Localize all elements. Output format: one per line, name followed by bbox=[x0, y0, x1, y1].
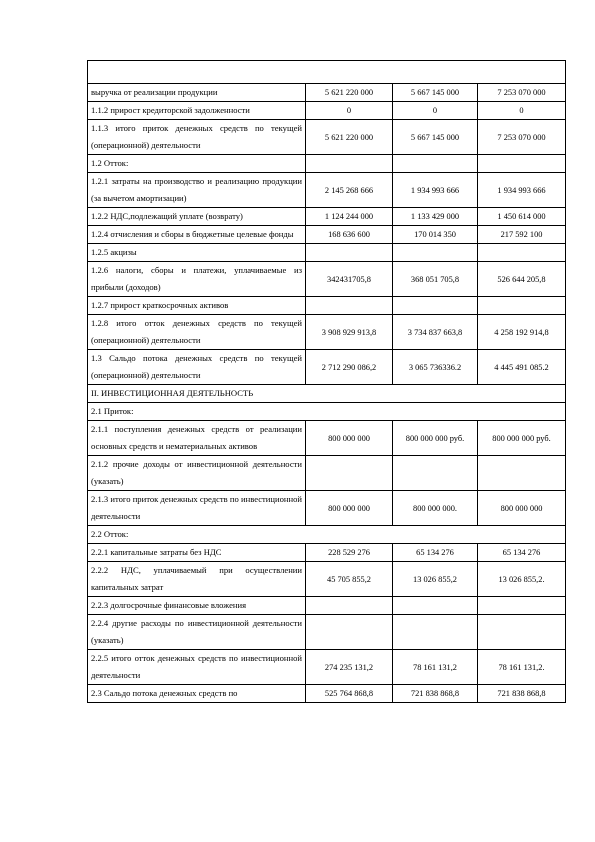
table-row bbox=[88, 562, 566, 597]
row-label: 2.2.3 долгосрочные финансовые вложения bbox=[88, 597, 306, 615]
value-year-1: 45 705 855,2 bbox=[306, 562, 393, 597]
row-label: 1.1.3 итого приток денежных средств по текущей (операционной) деятельности bbox=[88, 120, 306, 155]
cash-flow-table bbox=[87, 60, 566, 703]
section-row bbox=[88, 403, 566, 421]
value-year-2: 5 667 145 000 bbox=[393, 84, 478, 102]
value-year-3: 217 592 100 bbox=[478, 226, 566, 244]
value-year-2: 368 051 705,8 bbox=[393, 262, 478, 297]
value-year-3: 4 258 192 914,8 bbox=[478, 315, 566, 350]
value-year-3: 800 000 000 руб. bbox=[478, 421, 566, 456]
value-year-3: 800 000 000 bbox=[478, 491, 566, 526]
value-year-3 bbox=[478, 244, 566, 262]
table-row bbox=[88, 615, 566, 650]
value-year-1 bbox=[306, 456, 393, 491]
value-year-2: 1 934 993 666 bbox=[393, 173, 478, 208]
table-row bbox=[88, 315, 566, 350]
table-row bbox=[88, 350, 566, 385]
value-year-3: 7 253 070 000 bbox=[478, 84, 566, 102]
value-year-3: 1 450 614 000 bbox=[478, 208, 566, 226]
row-label: 1.2.2 НДС,подлежащий уплате (возврату) bbox=[88, 208, 306, 226]
table-row bbox=[88, 102, 566, 120]
table-row bbox=[88, 244, 566, 262]
table-row bbox=[88, 421, 566, 456]
value-year-1: 3 908 929 913,8 bbox=[306, 315, 393, 350]
table-header-blank-row bbox=[88, 61, 566, 84]
row-label: 1.2.8 итого отток денежных средств по текущей (операционной) деятельности bbox=[88, 315, 306, 350]
value-year-1: 800 000 000 bbox=[306, 491, 393, 526]
value-year-1: 2 145 268 666 bbox=[306, 173, 393, 208]
table-row bbox=[88, 155, 566, 173]
section-row bbox=[88, 385, 566, 403]
value-year-3 bbox=[478, 297, 566, 315]
table-row bbox=[88, 297, 566, 315]
row-label: 2.2.2 НДС, уплачиваемый при осуществлении капитальных затрат bbox=[88, 562, 306, 597]
row-label: 2.1.1 поступления денежных средств от реализации основных средств и нематериальных активов bbox=[88, 421, 306, 456]
table-row bbox=[88, 597, 566, 615]
value-year-2 bbox=[393, 297, 478, 315]
table-row bbox=[88, 226, 566, 244]
value-year-2: 721 838 868,8 bbox=[393, 685, 478, 703]
value-year-3 bbox=[478, 597, 566, 615]
row-label: 1.2.7 прирост краткосрочных активов bbox=[88, 297, 306, 315]
value-year-2 bbox=[393, 597, 478, 615]
value-year-2: 5 667 145 000 bbox=[393, 120, 478, 155]
row-label: 2.2.4 другие расходы по инвестиционной деятельности (указать) bbox=[88, 615, 306, 650]
value-year-3: 78 161 131,2. bbox=[478, 650, 566, 685]
table-row bbox=[88, 491, 566, 526]
row-label: 1.2.6 налоги, сборы и платежи, уплачиваемые из прибыли (доходов) bbox=[88, 262, 306, 297]
value-year-2: 170 014 350 bbox=[393, 226, 478, 244]
value-year-3: 1 934 993 666 bbox=[478, 173, 566, 208]
value-year-3 bbox=[478, 456, 566, 491]
value-year-1: 342431705,8 bbox=[306, 262, 393, 297]
value-year-1: 228 529 276 bbox=[306, 544, 393, 562]
value-year-3: 7 253 070 000 bbox=[478, 120, 566, 155]
value-year-3: 0 bbox=[478, 102, 566, 120]
table-row bbox=[88, 544, 566, 562]
value-year-3: 526 644 205,8 bbox=[478, 262, 566, 297]
table-row bbox=[88, 120, 566, 155]
value-year-1 bbox=[306, 615, 393, 650]
row-label: 1.2.5 акцизы bbox=[88, 244, 306, 262]
value-year-2: 0 bbox=[393, 102, 478, 120]
value-year-3 bbox=[478, 155, 566, 173]
value-year-3: 4 445 491 085.2 bbox=[478, 350, 566, 385]
table-row bbox=[88, 262, 566, 297]
value-year-2 bbox=[393, 155, 478, 173]
value-year-1: 274 235 131,2 bbox=[306, 650, 393, 685]
value-year-3: 721 838 868,8 bbox=[478, 685, 566, 703]
row-label: 2.2.1 капитальные затраты без НДС bbox=[88, 544, 306, 562]
value-year-2: 65 134 276 bbox=[393, 544, 478, 562]
value-year-3: 13 026 855,2. bbox=[478, 562, 566, 597]
row-label: 2.3 Сальдо потока денежных средств по bbox=[88, 685, 306, 703]
value-year-1: 525 764 868,8 bbox=[306, 685, 393, 703]
value-year-1: 800 000 000 bbox=[306, 421, 393, 456]
table-row bbox=[88, 208, 566, 226]
value-year-1: 168 636 600 bbox=[306, 226, 393, 244]
value-year-2 bbox=[393, 456, 478, 491]
value-year-1: 1 124 244 000 bbox=[306, 208, 393, 226]
section-row bbox=[88, 526, 566, 544]
row-label: 2.2.5 итого отток денежных средств по инвестиционной деятельности bbox=[88, 650, 306, 685]
table-row bbox=[88, 84, 566, 102]
row-label: 1.2.4 отчисления и сборы в бюджетные целевые фонды bbox=[88, 226, 306, 244]
blank-header-cell bbox=[88, 61, 566, 84]
row-label: 1.2.1 затраты на производство и реализацию продукции (за вычетом амортизации) bbox=[88, 173, 306, 208]
value-year-1: 0 bbox=[306, 102, 393, 120]
section-label: 2.1 Приток: bbox=[88, 403, 566, 421]
table-row bbox=[88, 650, 566, 685]
row-label: выручка от реализации продукции bbox=[88, 84, 306, 102]
section-label: II. ИНВЕСТИЦИОННАЯ ДЕЯТЕЛЬНОСТЬ bbox=[88, 385, 566, 403]
value-year-2: 13 026 855,2 bbox=[393, 562, 478, 597]
value-year-2 bbox=[393, 244, 478, 262]
value-year-2: 3 065 736336.2 bbox=[393, 350, 478, 385]
row-label: 1.3 Сальдо потока денежных средств по текущей (операционной) деятельности bbox=[88, 350, 306, 385]
row-label: 1.1.2 прирост кредиторской задолженности bbox=[88, 102, 306, 120]
table-row bbox=[88, 173, 566, 208]
value-year-1: 5 621 220 000 bbox=[306, 120, 393, 155]
value-year-2 bbox=[393, 615, 478, 650]
value-year-3 bbox=[478, 615, 566, 650]
value-year-1 bbox=[306, 597, 393, 615]
value-year-2: 1 133 429 000 bbox=[393, 208, 478, 226]
row-label: 2.1.3 итого приток денежных средств по инвестиционной деятельности bbox=[88, 491, 306, 526]
value-year-2: 3 734 837 663,8 bbox=[393, 315, 478, 350]
row-label: 1.2 Отток: bbox=[88, 155, 306, 173]
value-year-1 bbox=[306, 297, 393, 315]
value-year-2: 800 000 000 руб. bbox=[393, 421, 478, 456]
value-year-2: 800 000 000. bbox=[393, 491, 478, 526]
value-year-1: 5 621 220 000 bbox=[306, 84, 393, 102]
row-label: 2.1.2 прочие доходы от инвестиционной деятельности (указать) bbox=[88, 456, 306, 491]
section-label: 2.2 Отток: bbox=[88, 526, 566, 544]
value-year-1 bbox=[306, 155, 393, 173]
value-year-1: 2 712 290 086,2 bbox=[306, 350, 393, 385]
value-year-1 bbox=[306, 244, 393, 262]
cash-flow-table-body bbox=[88, 61, 566, 703]
value-year-2: 78 161 131,2 bbox=[393, 650, 478, 685]
table-row bbox=[88, 456, 566, 491]
value-year-3: 65 134 276 bbox=[478, 544, 566, 562]
table-row bbox=[88, 685, 566, 703]
